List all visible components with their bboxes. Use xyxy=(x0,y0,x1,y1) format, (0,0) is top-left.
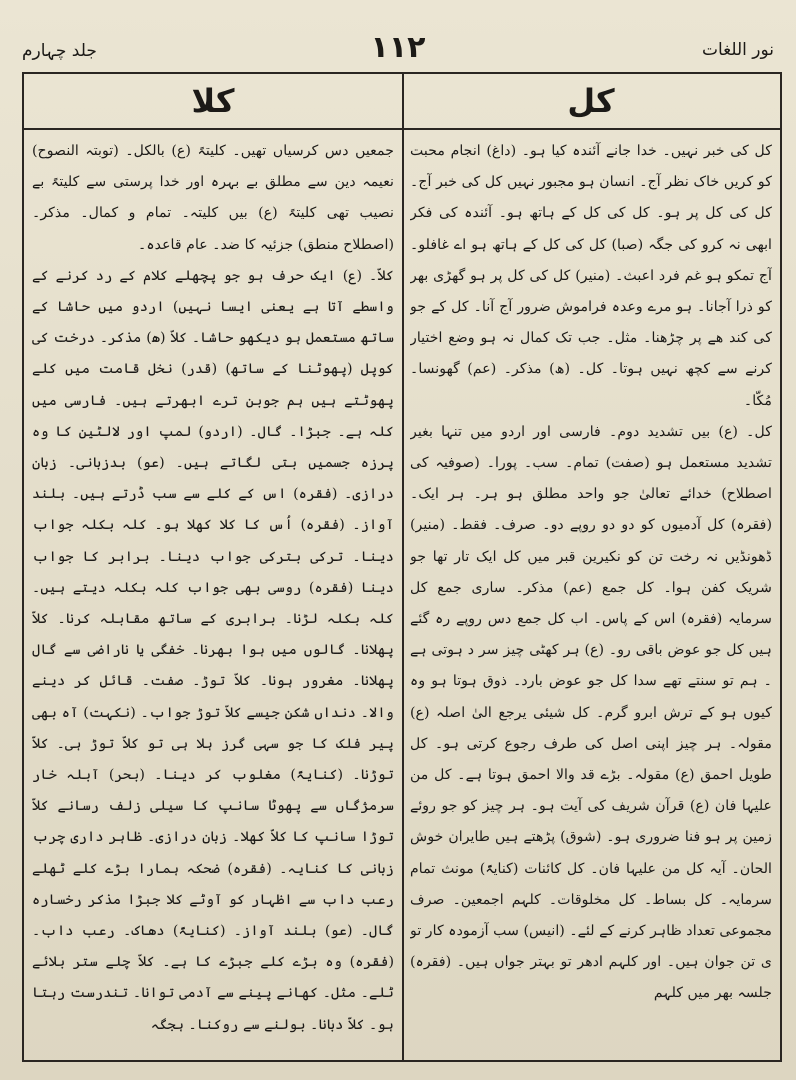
right-column-text xyxy=(410,136,772,1054)
left-column-heading: کلا xyxy=(24,74,402,130)
entry-kalla: کلاّ۔ (ع) ایک حرف ہو جو پچھلے کلام کے رد کرنے کے واسطے آتا ہے یعنی ایسا نہیں) اردو میں حاشا کے ساتھ مستعمل ہو دیکھو حاشا۔ کلاّ (ھ) مذکر۔ درخت کی کوپل (پھوٹنا کے ساتھ) (قدر) نخل قامت میں کلے پھوٹتے ہیں ہم جوبن ترے ابھرتے ہیں۔ فارسی میں کلہ ہے۔ جبڑا۔ گال۔ (اردو) لمپ اور لالٹین کا وہ پرزہ جسمیں بتی لگاتے ہیں۔ (عو) بدزبانی۔ زبان درازی۔ (فقرہ) اس کے کلے سے سب ڈرتے ہیں۔ بلند آواز۔ (فقرہ) اُس کا کلا کھلا ہو۔ کلہ بکلہ جواب دینا۔ ترکی بترکی جواب دینا۔ برابر کا جواب دینا (فقرہ) روسی بھی جواب کلہ بکلہ دیتے ہیں۔ کلہ بکلہ لڑنا۔ برابری کے ساتھ مقابلہ کرنا۔ کلاّ پھلانا۔ گالوں میں ہوا بھرنا۔ خفگی یا ناراضی سے گال پھلانا۔ مغرور ہونا۔ کلاّ توڑ۔ صفت۔ قائل کر دینے والا۔ دنداں شکن جیسے کلاّ توڑ جواب۔ (نکہت) آہ بھی پیر فلک کا جو سہی گرز ہلا ہی تو کلاّ توڑ ہی۔ کلاّ توڑنا۔ (کنایۃً) مغلوب کر دینا۔ (بحر) آبلہ خار سرمژگاں سے پھوٹا سانپ کا سیلی زلف رسانے کلاّ توڑا سانپ کا کلاّ کھلا۔ زبان درازی۔ ظاہر داری چرب زبانی کا کنایہ۔ (فقرہ) ضحکہ ہمارا بڑے کلے ٹھلے رعب داب سے اظہار کو آوٹے کلا جبڑا مذکر رخسارہ گال۔ (عو) بلند آواز۔ (کنایۃً) دھاک۔ رعب داب۔ (فقرہ) وہ بڑے کلے جبڑے کا ہے۔ کلاّ چلے ستر بلائے ٹلے۔ مثل۔ کھانے پینے سے آدمی توانا۔ تندرست رہتا ہو۔ کلاّ دبانا۔ بولنے سے روکنا۔ ہجگہ xyxy=(32,267,394,1033)
entry-kul-1: کل کی خبر نہیں۔ خدا جانے آئندہ کیا ہو۔ (داغ) انجام محبت کو کریں خاک نظر آج۔ انسان ہو مجبور نہیں کل کی خبر آج۔ کل کی کل پر ہو۔ کل کی کل کے ہاتھ ہو۔ آئندہ کی فکر ابھی نہ کرو کی جگہ (صبا) کل کی کل کے ہاتھ ہو اے غافلو۔ آج تمکو ہو غم فرد اعبث۔ (منیر) کل کی کل پر ہو گھڑی بھر کو ذرا آجانا۔ ہو مرے وعدہ فراموش ضرور آج آنا۔ کل کے جو کی کند ھے پر چڑھنا۔ مثل۔ جب تک کمال نہ ہو وضع اختیار کرنے سے کچھ نہیں ہوتا۔ کل۔ (ھ) مذکر۔ (عم) گھونسا۔ مُکّا۔ xyxy=(410,143,772,409)
right-column-heading: کل xyxy=(402,74,780,130)
book-title: نور اللغات xyxy=(701,40,774,60)
page-header xyxy=(16,30,780,70)
entry-kul-2: کل۔ (ع) بیں تشدید دوم۔ فارسی اور اردو میں تنہا بغیر تشدید مستعمل ہو (صفت) تمام۔ سب۔ پورا۔ (صوفیہ کی اصطلاح) خدائے تعالیٰ جو واحد مطلق ہو ہر۔ ہر ایک۔ (فقرہ) کل آدمیوں کو دو دو روپے دو۔ صرف۔ فقط۔ (منیر) ڈھونڈیں نہ رخت تن کو نکیرین قبر میں کل ایک تار تھا جو شریک کفن ہوا۔ کل جمع (عم) مذکر۔ ساری جمع کل سرمایہ (فقرہ) اس کے پاس۔ اب کل جمع دس روپے رہ گئے ہیں کل جو عوض باقی رو۔ (ع) ہر کھٹی چیز سر د ہوتی ہے ۔ ہم تو سنتے تھے سدا کل جو عوض بارد۔ ذوق ہوتا ہو وہ کیوں ہو کے ترش ابرو گرم۔ کل شیئی یرجع الیٰ اصلہ (ع) مقولہ۔ ہر چیز اپنی اصل کی طرف رجوع کرتی ہو۔ کل طویل احمق (ع) مقولہ۔ بڑے قد والا احمق ہوتا ہے۔ کل من علیہا فان (ع) قرآن شریف کی آیت ہو۔ ہر چیز کو جو روئے زمین پر ہو فنا ضروری ہو۔ (شوق) پڑھتے ہیں طایران خوش الحان۔ آیہ کل من علیہا فان۔ کل کائنات (کنایۃً) مونث تمام سرمایہ۔ کل بساط۔ کل مخلوقات۔ کلہم اجمعین۔ صرف مجموعی تعداد ظاہر کرنے کے لئے۔ (انیس) سب آزمودہ کار تو ی تن جوان ہیں۔ اور کلہم ادھر تو بہتر جواں ہیں۔ (فقرہ) جلسہ بھر میں کلہم xyxy=(410,423,772,1002)
volume-label: جلد چہارم xyxy=(22,41,97,61)
left-column-text xyxy=(32,136,394,1054)
content-frame xyxy=(22,72,782,1062)
column-divider xyxy=(402,74,404,1060)
page-number: ۱۱۲ xyxy=(370,30,426,65)
entry-kulliyatan: جمعیں دس کرسیاں تھیں۔ کلیتہً (ع) بالکل۔ (توبتہ النصوح) نعیمہ دین سے مطلق بے بہرہ اور خدا پرستی سے کلیتہً بے نصیب تھی کلیتہً (ع) بیں کلیتہ۔ تمام و کمال۔ مذکر۔ (اصطلاح منطق) جزئیہ کا ضد۔ عام قاعدہ۔ xyxy=(32,143,394,253)
